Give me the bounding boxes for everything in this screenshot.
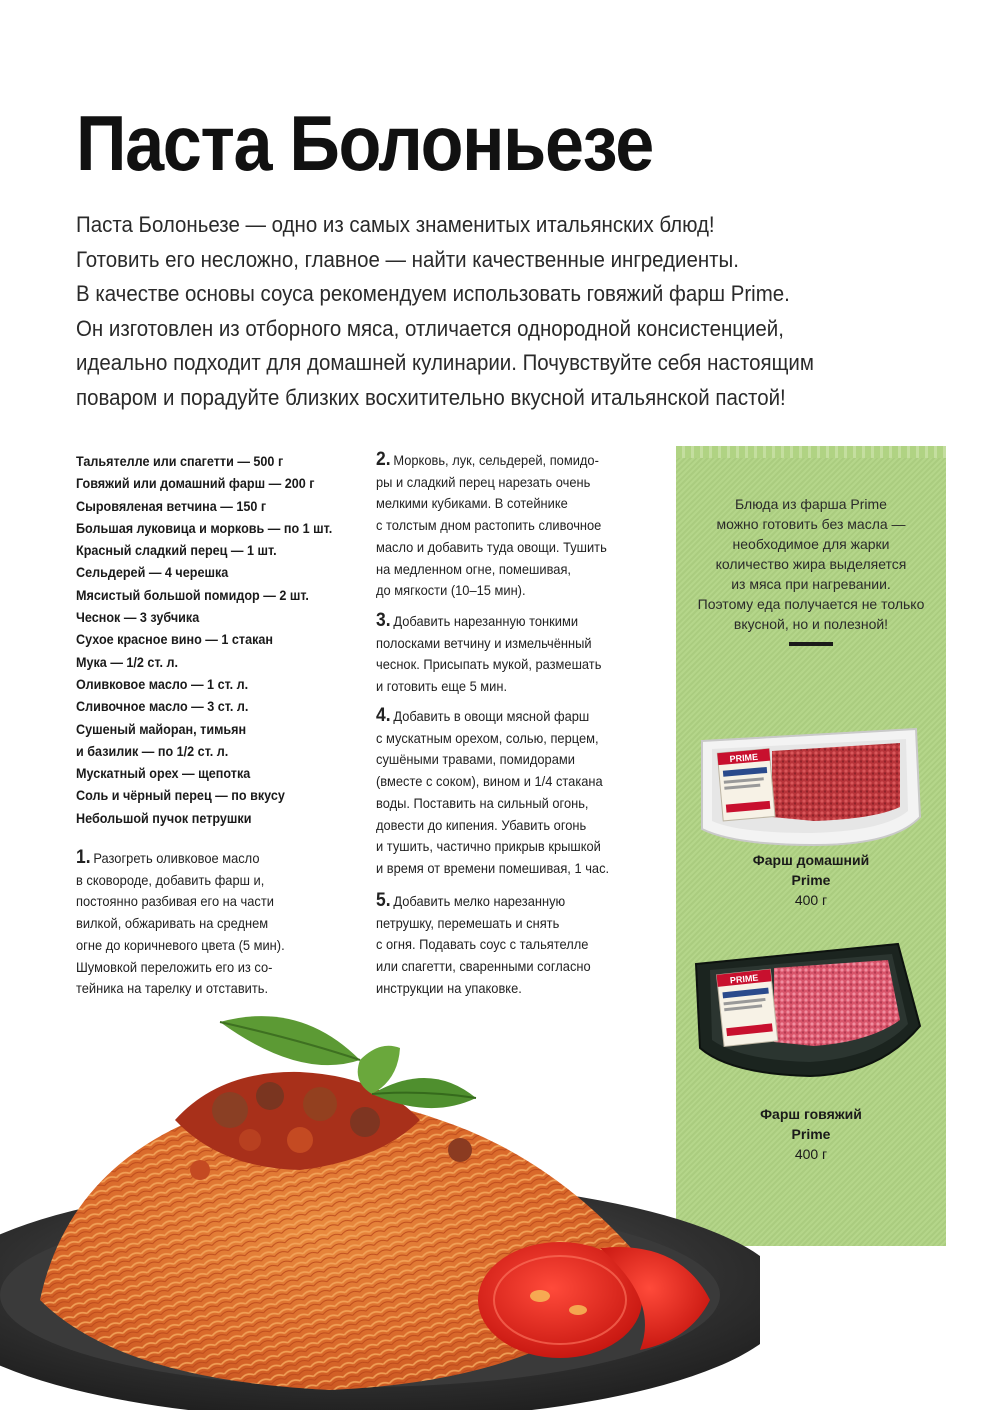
intro-line: Готовить его несложно, главное — найти качественные ингредиенты. [76,246,739,272]
ingredient-item: Большая луковица и морковь — по 1 шт. [76,519,333,536]
ingredient-item: Тальятелле или спагетти — 500 г [76,453,284,469]
step-line [376,450,607,472]
step-number: 5. [376,890,391,911]
step-number: 4. [376,705,391,726]
recipe-step-4 [376,706,629,880]
step-line: Шумовкой переложить его из со- [76,958,273,975]
product-name: Фарш домашний [752,852,870,868]
step-line: (вместе с соком), вином и 1/4 стакана [376,773,603,790]
note-line: необходимое для жарки [732,536,890,552]
step-line: тейника на тарелку и отставить. [76,980,269,997]
ingredient-item: Мускатный орех — щепотка [76,765,251,782]
step-line: ры и сладкий перец нарезать очень [376,473,591,490]
step-line: полосками ветчину и измельчённый [376,634,592,651]
ingredients-list [76,450,366,829]
step-text: Добавить мелко нарезанную [393,893,566,909]
recipe-step-5 [376,891,609,1000]
recipe-step-1 [76,848,303,1000]
intro-line: Он изготовлен из отборного мяса, отличается однородной консистенцией, [76,315,784,341]
step-number: 2. [376,449,391,470]
product-logo-text: PRIME [729,751,759,765]
note-line: из мяса при нагревании. [731,576,891,592]
product-weight: 400 г [794,892,828,908]
ingredient-item: Оливковое масло — 1 ст. л. [76,675,249,692]
step-line: или спагетти, сваренными согласно [376,958,591,975]
step-line: сушёными травами, помидорами [376,751,575,768]
step-line: и тушить, частично прикрыв крышкой [376,838,601,855]
step-text: Добавить в овощи мясной фарш [393,708,590,724]
step-line [76,848,285,870]
ingredient-item: Мясистый большой помидор — 2 шт. [76,586,309,603]
step-line [376,611,601,633]
step-line: мелкими кубиками. В сотейнике [376,495,568,512]
step-line: с огня. Подавать соус с тальятелле [376,936,589,953]
product-brand: Prime [791,1126,831,1142]
ingredient-item: Сухое красное вино — 1 стакан [76,631,274,648]
product-image-domashniy [694,721,924,851]
note-line: Блюда из фарша Prime [735,496,887,512]
note-line: Поэтому еда получается не только [697,596,925,612]
recipe-step-3 [376,611,621,698]
step-number: 3. [376,610,391,631]
product-brand: Prime [791,872,831,888]
dish-image [0,1000,760,1410]
step-line: с толстым дном растопить сливочное [376,517,602,534]
ingredient-item: Небольшой пучок петрушки [76,809,252,826]
step-line: воды. Поставить на сильный огонь, [376,794,589,811]
step-text: Морковь, лук, сельдерей, помидо- [393,452,599,468]
intro-line: поваром и порадуйте близких восхитительно вкусной итальянской пастой! [76,384,786,410]
intro-line: идеально подходит для домашней кулинарии. Почувствуйте себя настоящим [76,350,814,375]
step-line: на медленном огне, помешивая, [376,560,572,577]
product-logo-text: PRIME [729,972,759,986]
note-line: можно готовить без масла — [716,516,906,532]
ingredient-item: Мука — 1/2 ст. л. [76,653,179,670]
ingredient-item: Сельдерей — 4 черешка [76,564,229,581]
recipe-step-2 [376,450,627,602]
product-weight: 400 г [794,1146,828,1162]
step-text: Добавить нарезанную тонкими [393,613,579,629]
ingredient-item: Соль и чёрный перец — по вкусу [76,787,285,804]
step-line: чеснок. Присыпать мукой, размешать [376,656,602,673]
step-line: до мягкости (10–15 мин). [376,582,526,599]
step-line: и время от времени помешивая, 1 час. [376,859,610,876]
ingredient-item: Чеснок — 3 зубчика [76,609,200,626]
ingredient-item: Сыровяленая ветчина — 150 г [76,497,267,514]
step-line: довести до кипения. Убавить огонь [376,816,587,833]
product-caption-domashniy [676,850,946,910]
ingredient-item: Сушеный майоран, тимьян [76,720,247,737]
note-line: вкусной, но и полезной! [733,616,889,632]
step-line: в сковороде, добавить фарш и, [76,871,265,888]
step-text: Разогреть оливковое масло [93,850,260,866]
prime-note [676,494,946,634]
ingredient-item: Сливочное масло — 3 ст. л. [76,698,249,715]
intro-line: Паста Болоньезе — одно из самых знаменитых итальянских блюд! [76,212,715,237]
intro-line: В качестве основы соуса рекомендуем использовать говяжий фарш Prime. [76,281,790,306]
step-line: с мускатным орехом, солью, перцем, [376,729,599,746]
page-title: Паста Болоньезе [76,99,653,187]
ingredient-item: Красный сладкий перец — 1 шт. [76,542,277,559]
step-line [376,891,591,913]
step-line: масло и добавить туда овощи. Тушить [376,538,607,555]
step-line [376,706,609,728]
step-line: постоянно разбивая его на части [76,893,274,910]
ingredient-item: Говяжий или домашний фарш — 200 г [76,475,315,492]
step-line: вилкой, обжаривать на среднем [76,915,269,932]
divider [789,642,833,646]
note-line: количество жира выделяется [715,556,907,572]
intro-paragraph [76,208,956,415]
step-line: и готовить еще 5 мин. [376,678,508,695]
step-line: огне до коричневого цвета (5 мин). [76,936,285,953]
product-name: Фарш говяжий [760,1106,862,1122]
step-line: петрушку, перемешать и снять [376,914,560,931]
ingredient-item: и базилик — по 1/2 ст. л. [76,742,229,759]
step-line: инструкции на упаковке. [376,979,522,996]
step-number: 1. [76,847,91,868]
